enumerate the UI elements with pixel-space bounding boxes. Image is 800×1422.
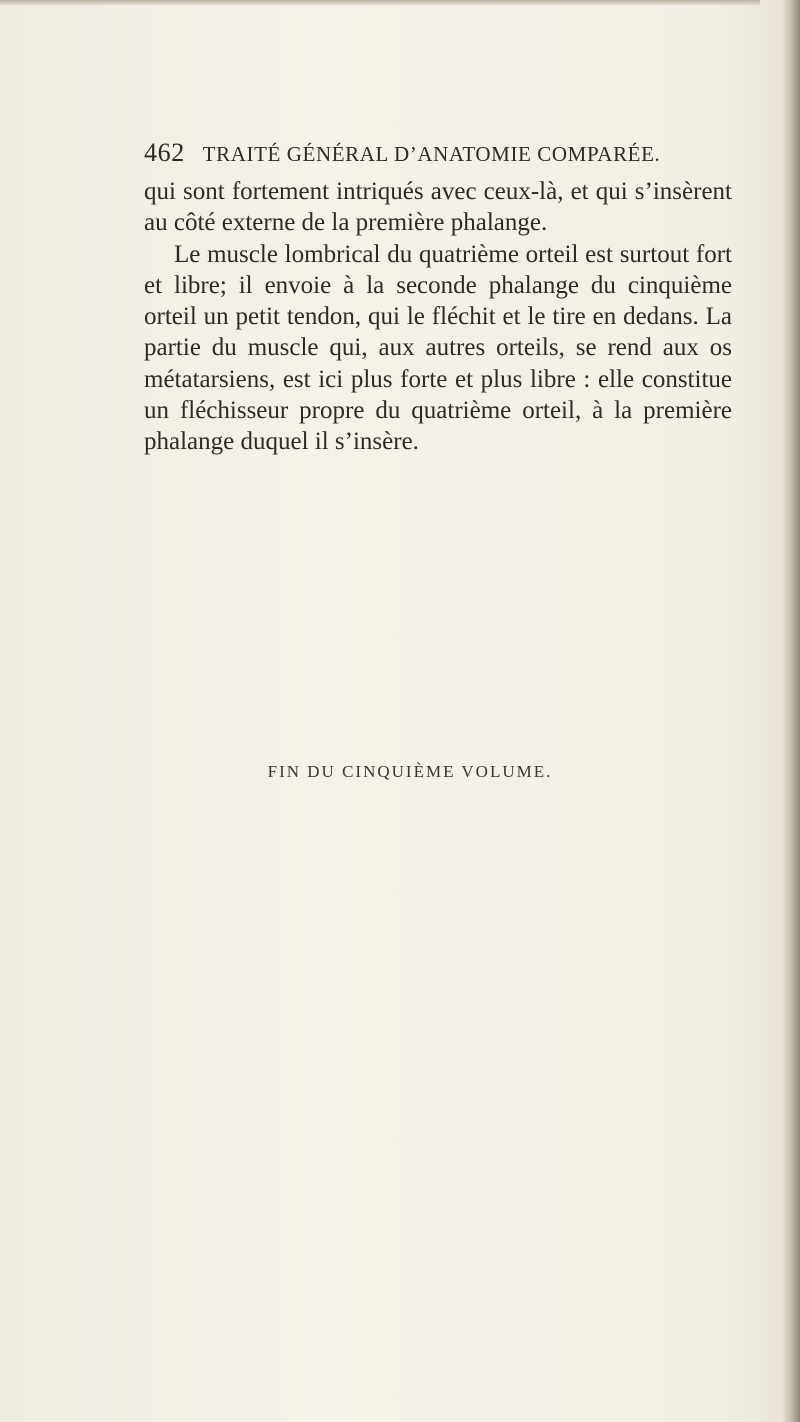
paragraph-1: qui sont fortement intriqués avec ceux-là, et qui s’insèrent au côté externe de la première phalange. (144, 178, 732, 237)
running-head: TRAITÉ GÉNÉRAL D’ANATOMIE COMPARÉE. (202, 142, 661, 166)
page-gutter-edge (782, 0, 800, 1422)
page-header (144, 138, 744, 168)
body-text (144, 176, 732, 458)
end-of-volume-note: FIN DU CINQUIÈME VOLUME. (267, 762, 553, 781)
page-number: 462 (144, 138, 185, 167)
paragraph-2: Le muscle lombrical du quatrième orteil est surtout fort et libre; il envoie à la seconde phalange du cinquième orteil un petit tendon, qui le fléchit et le tire en dedans. La partie du muscle qui, aux autres orteils, se rend aux os métatarsiens, est ici plus forte et plus libre : elle constitue un fléchisseur propre du quatrième orteil, à la première phalange duquel il s’insère. (144, 240, 732, 456)
page-top-edge (0, 0, 760, 6)
